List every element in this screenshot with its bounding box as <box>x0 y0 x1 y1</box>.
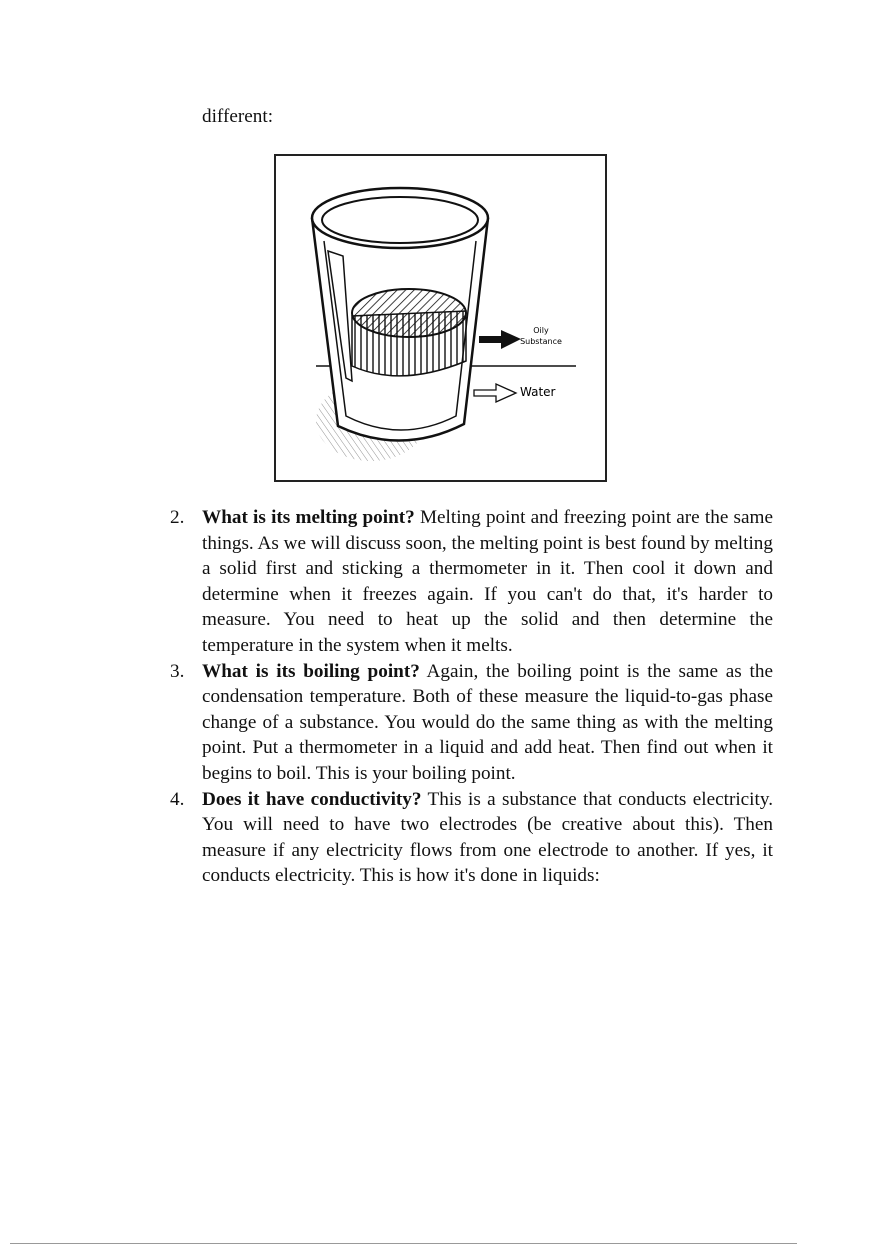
property-list <box>170 505 773 889</box>
item-question: What is its melting point? <box>202 507 415 528</box>
label-substance: Substance <box>520 337 562 346</box>
item-number: 3. <box>170 660 185 682</box>
item-number: 4. <box>170 788 185 810</box>
item-text: Melting point and freezing point are the same things. As we will discuss soon, the melting point is best found by melting a solid first and sticking a thermometer in it. Then cool it down and determine when it freezes again. If you can't do that, it's harder to measure. You need to heat up the solid and then determine the temperature in the system when it melts. <box>202 507 773 656</box>
item-text: Again, the boiling point is the same as the condensation temperature. Both of these measure the liquid-to-gas phase change of a substance. You would do the same thing as with the melting point. Put a thermometer in a liquid and add heat. Then find out when it begins to boil. This is your boiling point. <box>202 660 773 784</box>
footer-rule <box>10 1243 797 1244</box>
list-item <box>170 505 773 659</box>
item-question: What is its boiling point? <box>202 660 420 682</box>
oily-substance-water-figure <box>274 154 607 482</box>
item-question: Does it have conductivity? <box>202 788 422 810</box>
intro-text: different: <box>202 106 274 127</box>
item-number: 2. <box>170 507 185 528</box>
item-text: This is a substance that conducts electricity. You will need to have two electrodes (be creative about this). Then measure if any electricity flows from one electrode to another. If yes, it conducts electricity. This is how it's done in liquids: <box>202 788 773 887</box>
glass-illustration <box>276 156 604 479</box>
list-item <box>170 787 773 889</box>
label-water: Water <box>520 385 556 399</box>
list-item <box>170 659 773 787</box>
label-oily: Oily <box>533 326 549 335</box>
